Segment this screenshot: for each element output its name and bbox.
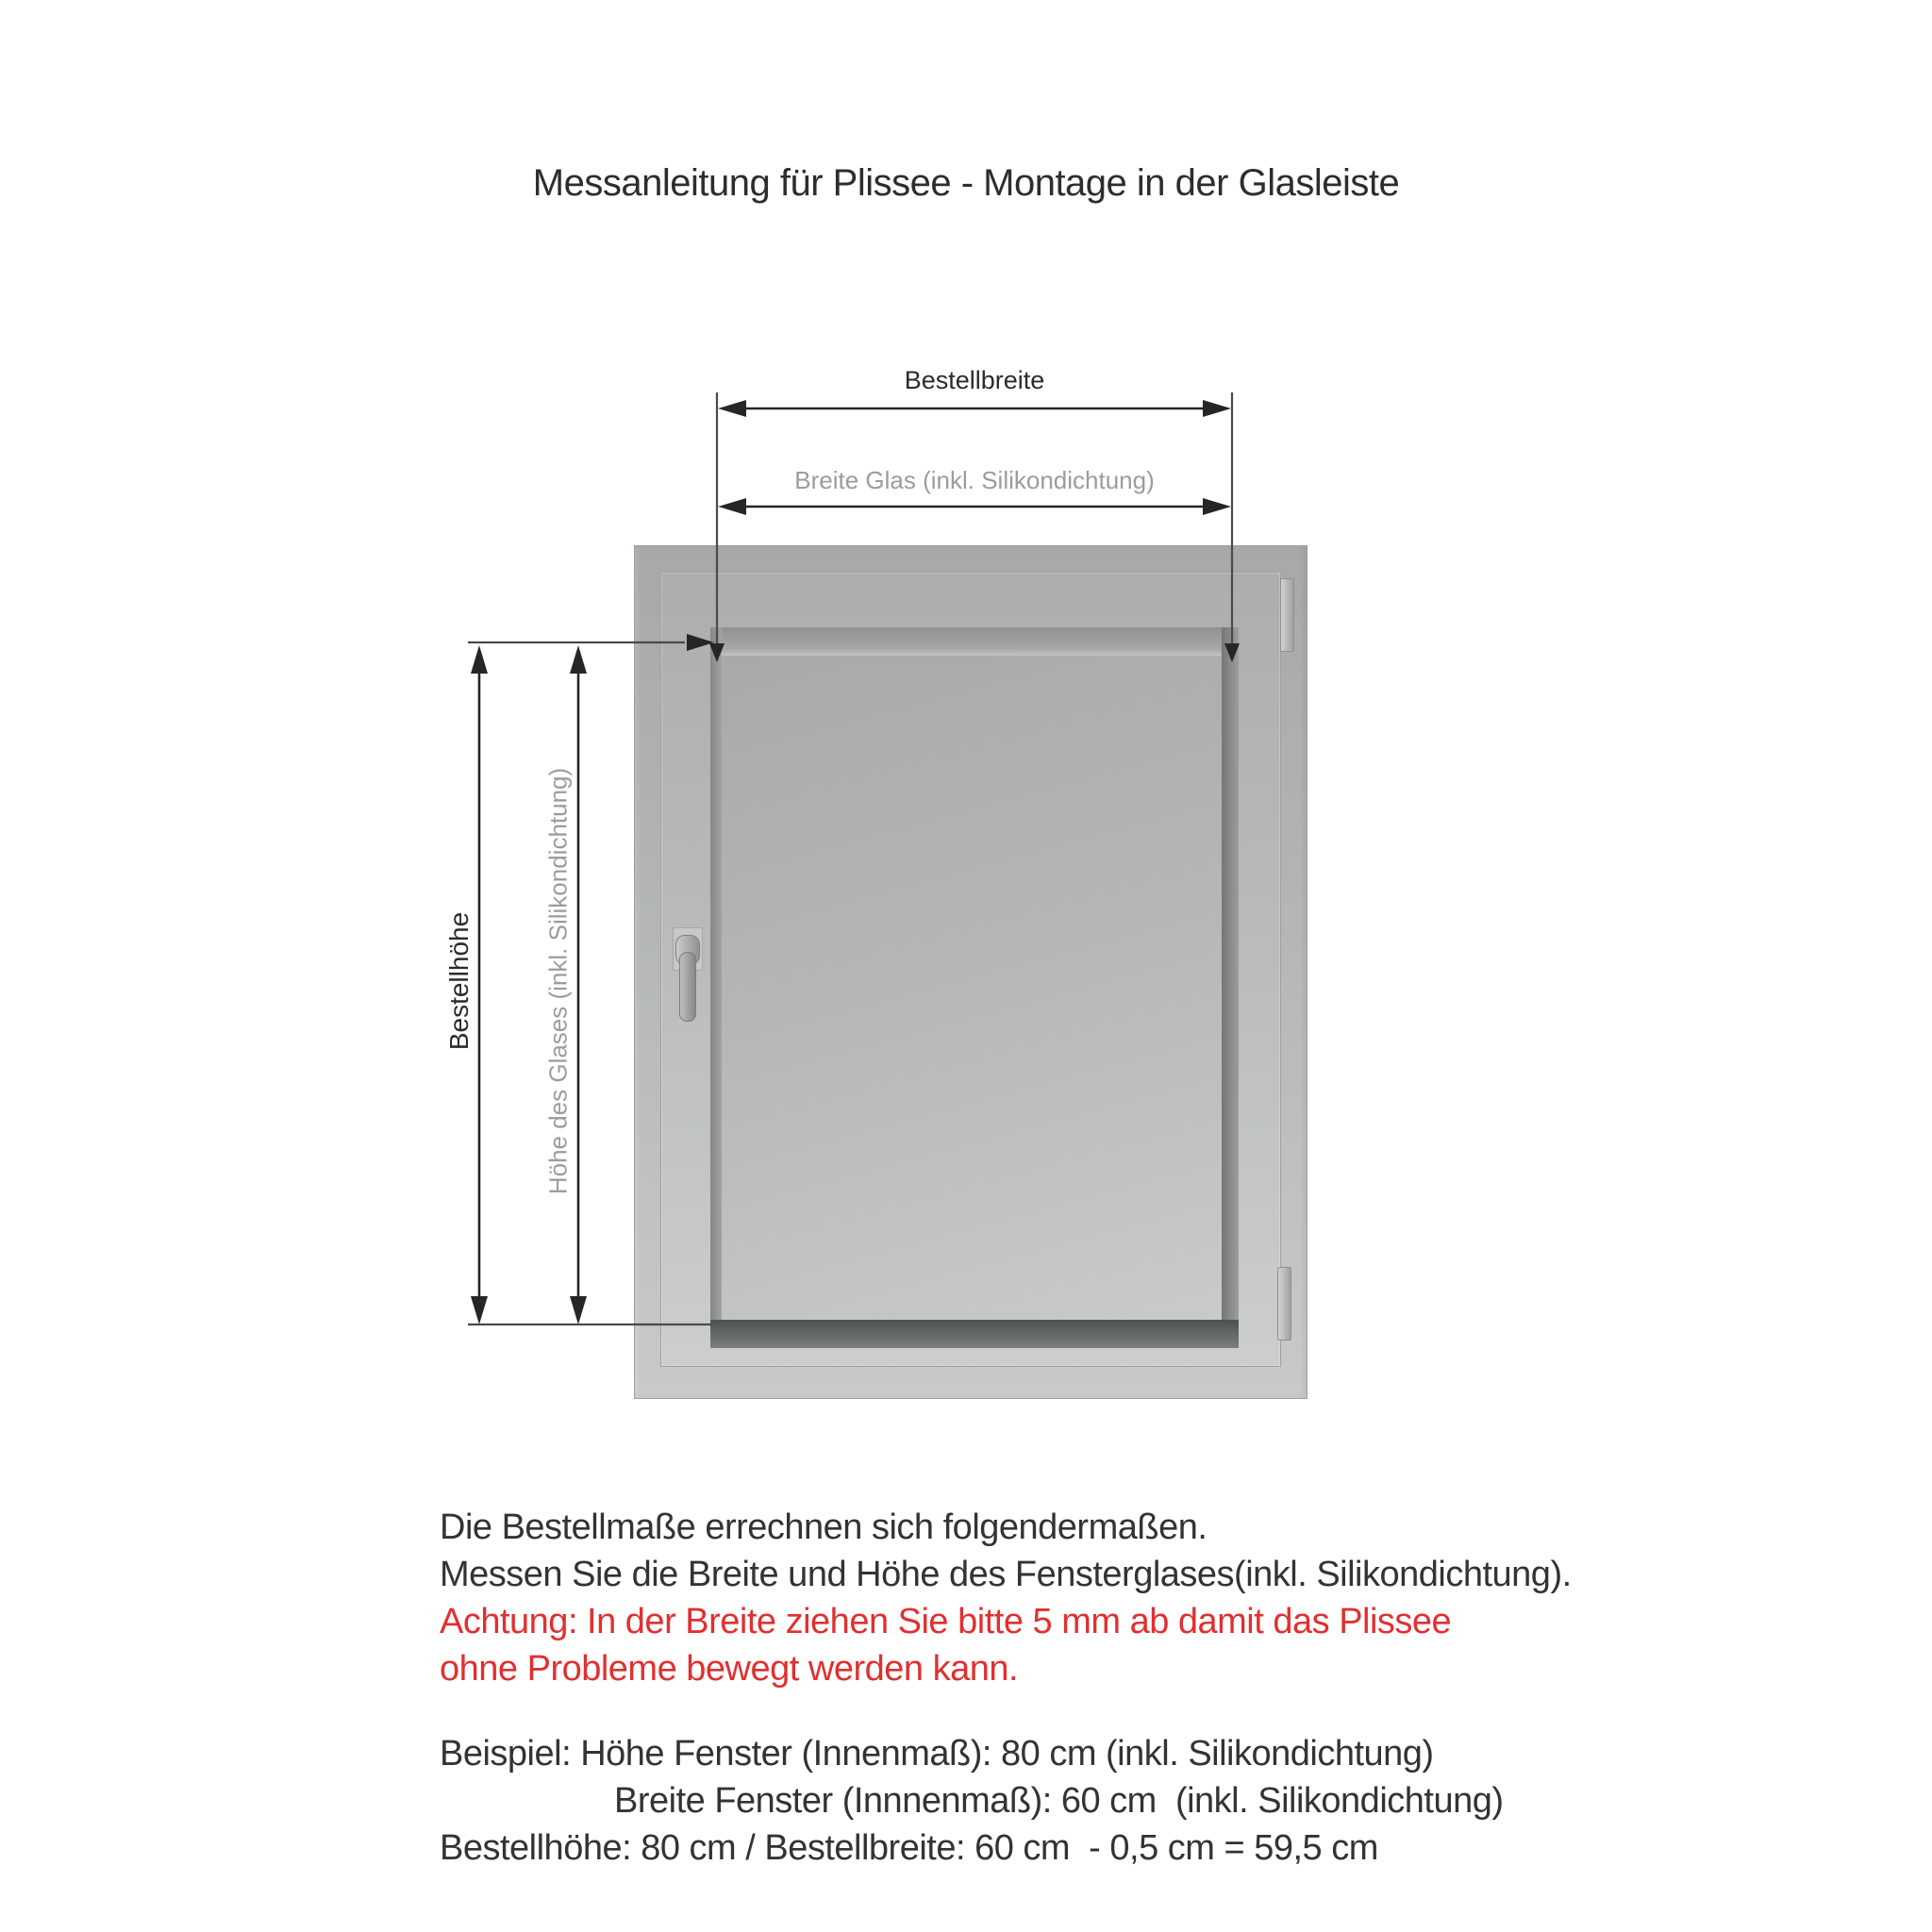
window-glass-opening bbox=[710, 627, 1239, 1348]
warning-line-1: Achtung: In der Breite ziehen Sie bitte 5 mm ab damit das Plissee bbox=[440, 1602, 1452, 1641]
glazing-bead-left bbox=[710, 627, 722, 1348]
glass-pane bbox=[722, 656, 1222, 1320]
instruction-line-2: Messen Sie die Breite und Höhe des Fensterglases(inkl. Silikondichtung). bbox=[440, 1555, 1572, 1594]
glazing-bead-right bbox=[1222, 627, 1239, 1348]
instruction-line-1: Die Bestellmaße errechnen sich folgendermaßen. bbox=[440, 1507, 1208, 1547]
glazing-bead-top bbox=[710, 627, 1239, 656]
example-line-2: Breite Fenster (Innnenmaß): 60 cm (inkl. Silikondichtung) bbox=[614, 1781, 1504, 1821]
example-block bbox=[440, 1730, 1504, 1872]
example-line-3: Bestellhöhe: 80 cm / Bestellbreite: 60 cm - 0,5 cm = 59,5 cm bbox=[440, 1828, 1378, 1868]
dim-label-glass-width: Breite Glas (inkl. Silikondichtung) bbox=[794, 466, 1155, 494]
dim-label-order-height: Bestellhöhe bbox=[444, 911, 474, 1051]
window-frame bbox=[634, 545, 1307, 1399]
page-title: Messanleitung für Plissee - Montage in der Glasleiste bbox=[532, 162, 1400, 204]
bestellbreite-arrow bbox=[718, 400, 1231, 417]
hinge-bottom bbox=[1277, 1267, 1291, 1341]
glazing-bead-bottom bbox=[710, 1320, 1239, 1348]
hinge-top bbox=[1280, 578, 1294, 652]
dim-label-order-width: Bestellbreite bbox=[904, 366, 1045, 394]
warning-line-2: ohne Probleme bewegt werden kann. bbox=[440, 1649, 1019, 1689]
example-line-1: Beispiel: Höhe Fenster (Innenmaß): 80 cm (inkl. Silikondichtung) bbox=[440, 1734, 1434, 1774]
breite-glas-arrow bbox=[718, 498, 1231, 515]
instructions-block bbox=[440, 1504, 1572, 1692]
window-handle-grip bbox=[679, 952, 696, 1022]
dim-label-glass-height: Höhe des Glases (inkl. Silikondichtung) bbox=[543, 767, 573, 1195]
